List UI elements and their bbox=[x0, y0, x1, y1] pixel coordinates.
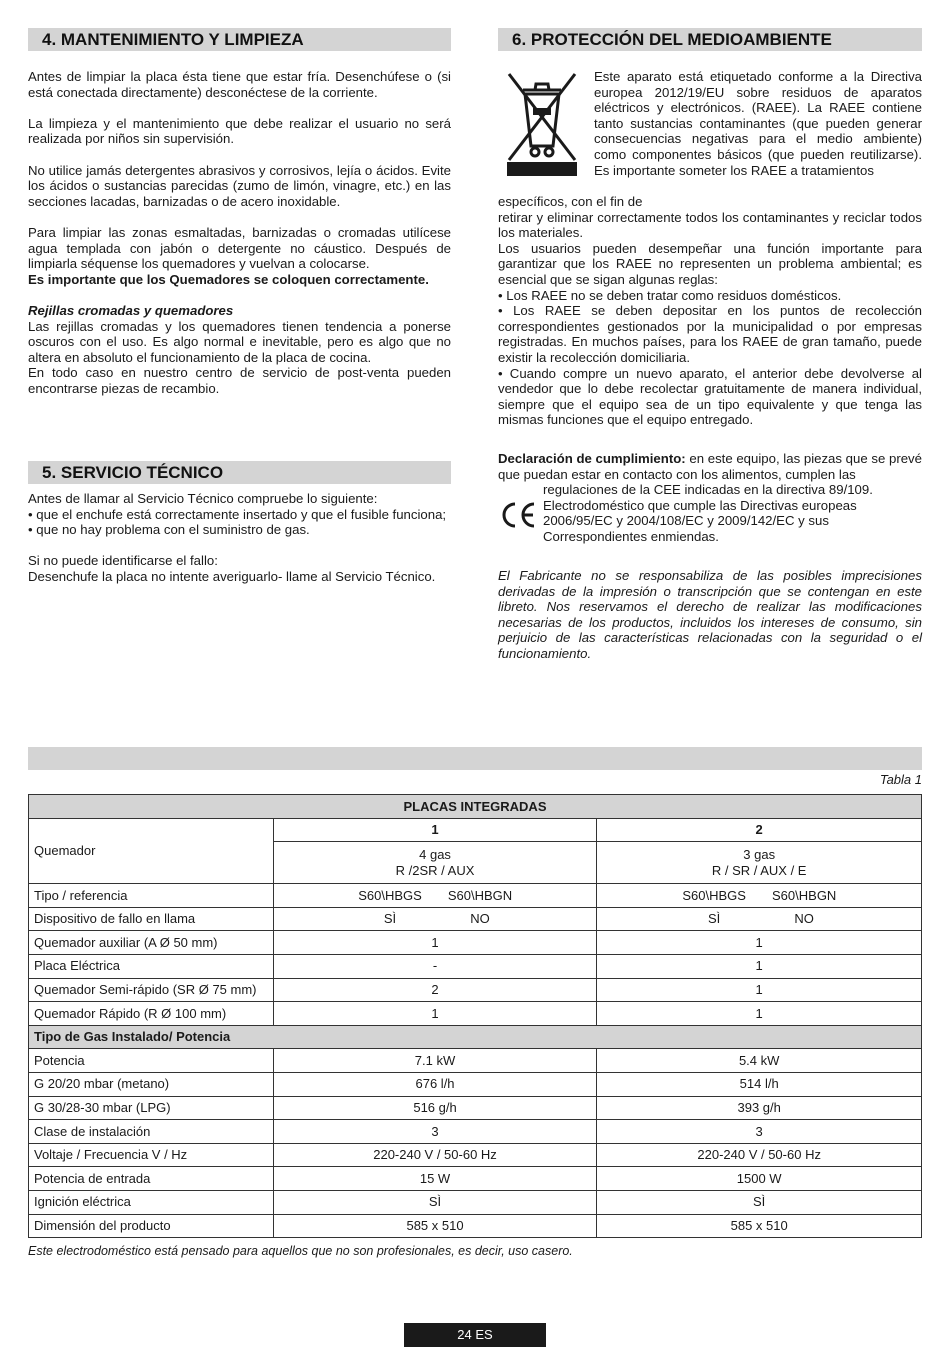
row-label: Potencia de entrada bbox=[29, 1167, 274, 1191]
row-value-2 bbox=[597, 884, 922, 908]
row-value-2: 220-240 V / 50-60 Hz bbox=[597, 1143, 922, 1167]
specs-table bbox=[28, 794, 922, 1238]
section-4-title: 4. MANTENIMIENTO Y LIMPIEZA bbox=[28, 28, 451, 51]
table-title-row bbox=[29, 795, 922, 819]
column-1-type: R /2SR / AUX bbox=[395, 862, 475, 878]
row-value-1: 676 l/h bbox=[273, 1072, 597, 1096]
table-row bbox=[29, 884, 922, 908]
declaration-label: Declaración de cumplimiento: bbox=[498, 451, 686, 466]
row-value-2: 1500 W bbox=[597, 1167, 922, 1191]
s4-paragraph-2: La limpieza y el mantenimiento que debe realizar el usuario no será realizada por niños sin supervisión. bbox=[28, 115, 451, 147]
flame-1a: SÌ bbox=[383, 911, 397, 927]
gas-header: Tipo de Gas Instalado/ Potencia bbox=[29, 1025, 922, 1049]
row-label: G 30/28-30 mbar (LPG) bbox=[29, 1096, 274, 1120]
row-value-1: 220-240 V / 50-60 Hz bbox=[273, 1143, 597, 1167]
section-5-body bbox=[28, 491, 451, 585]
row-value-2: 1 bbox=[597, 931, 922, 955]
table-row bbox=[29, 1190, 922, 1214]
s4-paragraph-4-bold: Es importante que los Quemadores se coloquen correctamente. bbox=[28, 271, 429, 287]
section-5-title: 5. SERVICIO TÉCNICO bbox=[28, 461, 451, 484]
ce-mark-icon bbox=[498, 500, 538, 530]
table-row bbox=[29, 1096, 922, 1120]
table-row bbox=[29, 907, 922, 931]
row-label: Voltaje / Frecuencia V / Hz bbox=[29, 1143, 274, 1167]
row-value-2: 3 bbox=[597, 1120, 922, 1144]
row-value-1: 3 bbox=[273, 1120, 597, 1144]
row-label: Ignición eléctrica bbox=[29, 1190, 274, 1214]
s6-bullet-3: • Cuando compre un nuevo aparato, el anterior debe devolverse al vendedor que lo debe recolectar gratuitamente de manera individual, siempre que el equipo sea de un tipo equivalente y que tenga las mismas funciones que el equipo entregado. bbox=[498, 365, 922, 428]
row-label: Dispositivo de fallo en llama bbox=[29, 907, 274, 931]
disclaimer-text: El Fabricante no se responsabiliza de las posibles imprecisiones derivadas de la impresión o transcripción que se contengan en este libreto. Nos reservamos el derecho de realizar las modificaciones necesarias de los productos, incluidos los intereses de consumo, sin perjuicio de las características relacionadas con la seguridad o el funcionamiento. bbox=[498, 568, 922, 661]
table-section-bar bbox=[28, 747, 922, 770]
column-2-burners bbox=[597, 842, 922, 884]
weee-bin-icon bbox=[505, 68, 579, 178]
row-value-1: 1 bbox=[273, 931, 597, 955]
declaration-ce-text bbox=[543, 482, 913, 544]
s6-bullet-1: • Los RAEE no se deben tratar como residuos domésticos. bbox=[498, 287, 842, 303]
flame-2b: NO bbox=[794, 911, 814, 927]
ref-2b: S60\HBGN bbox=[772, 887, 837, 903]
table-row bbox=[29, 1120, 922, 1144]
row-value-1 bbox=[273, 884, 597, 908]
row-value-2 bbox=[597, 907, 922, 931]
column-2-gas: 3 gas bbox=[743, 846, 776, 862]
declaration-text bbox=[498, 451, 922, 482]
column-2-type: R / SR / AUX / E bbox=[711, 862, 807, 878]
ref-2a: S60\HBGS bbox=[682, 887, 746, 903]
s4-paragraph-3: No utilice jamás detergentes abrasivos y corrosivos, lejía o ácidos. Evite los ácidos o sustancias parecidas (zumo de limón, vinagre, etc.) en las secciones lacadas, barnizadas o de acero inoxidable. bbox=[28, 162, 451, 209]
column-1-burners bbox=[273, 842, 597, 884]
table-row bbox=[29, 1167, 922, 1191]
declaration-ce-paragraph: regulaciones de la CEE indicadas en la directiva 89/109. Electrodoméstico que cumple las Directivas europeas 2006/95/EC y 2004/108/EC y 2009/142/EC y sus Correspondientes enmiendas. bbox=[543, 482, 873, 544]
row-value-2: 5.4 kW bbox=[597, 1049, 922, 1073]
s6-paragraph-2: Los usuarios pueden desempeñar una función importante para garantizar que los RAEE no representen un problema ambiental; es esencial que se sigan algunas reglas: bbox=[498, 240, 922, 287]
s4-paragraph-5: Las rejillas cromadas y los quemadores tienen tendencia a ponerse oscuros con el uso. Es algo normal e inevitable, pero es algo que no altera en absoluto el funcionamiento de la placa de cocina. bbox=[28, 318, 451, 365]
declaration-rest: en este equipo, las piezas que se prevé que puedan estar en contacto con los alimentos, cumplen las bbox=[498, 451, 922, 482]
row-value-2: 1 bbox=[597, 954, 922, 978]
row-value-1: 15 W bbox=[273, 1167, 597, 1191]
s5-paragraph-2: Si no puede identificarse el fallo: bbox=[28, 553, 218, 569]
s5-bullet-1: • que el enchufe está correctamente insertado y que el fusible funciona; bbox=[28, 506, 447, 522]
row-value-1: SÌ bbox=[273, 1190, 597, 1214]
row-label: Potencia bbox=[29, 1049, 274, 1073]
row-label: Quemador Rápido (R Ø 100 mm) bbox=[29, 1002, 274, 1026]
row-label: Dimensión del producto bbox=[29, 1214, 274, 1238]
s6-wrapped-text: Este aparato está etiquetado conforme a la Directiva europea 2012/19/EU sobre residuos de aparatos eléctricos y electrónicos. (RAEE). La RAEE contiene tanto sustancias contaminantes (que pueden generar consecuencias negativas para el medio ambiente) como componentes básicos (que pueden reutilizarse). Es importante someter los RAEE a tratamientos bbox=[594, 69, 922, 178]
ref-1b: S60\HBGN bbox=[447, 887, 513, 903]
s4-paragraph-1: Antes de limpiar la placa ésta tiene que estar fría. Desenchúfese o (si está conectada directamente) desconéctese de la corriente. bbox=[28, 69, 451, 100]
column-1-number: 1 bbox=[273, 818, 597, 842]
row-label: Quemador Semi-rápido (SR Ø 75 mm) bbox=[29, 978, 274, 1002]
section-6-body bbox=[498, 194, 922, 428]
column-2-number: 2 bbox=[597, 818, 922, 842]
table-row bbox=[29, 931, 922, 955]
column-1-gas: 4 gas bbox=[419, 846, 451, 862]
row-value-2: 514 l/h bbox=[597, 1072, 922, 1096]
table-row bbox=[29, 954, 922, 978]
row-value-1: 1 bbox=[273, 1002, 597, 1026]
s6-continued-2: retirar y eliminar correctamente todos los contaminantes y reciclar todos los materiales. bbox=[498, 209, 922, 241]
row-label: Tipo / referencia bbox=[29, 884, 274, 908]
s4-paragraph-6: En todo caso en nuestro centro de servicio de post-venta pueden encontrarse piezas de recambio. bbox=[28, 365, 451, 396]
section-6-title: 6. PROTECCIÓN DEL MEDIOAMBIENTE bbox=[498, 28, 922, 51]
quemador-header: Quemador bbox=[29, 818, 274, 884]
table-row bbox=[29, 1002, 922, 1026]
row-value-1: 585 x 510 bbox=[273, 1214, 597, 1238]
table-row bbox=[29, 1143, 922, 1167]
s6-continued-1: específicos, con el fin de bbox=[498, 194, 643, 209]
section-4-body bbox=[28, 69, 451, 412]
s6-bullet-2: • Los RAEE se deben depositar en los puntos de recolección correspondientes gestionados por la municipalidad o por empresas registradas. En muchos países, para los RAEE de gran tamaño, puede existir la recolección domiciliaria. bbox=[498, 303, 922, 365]
row-value-1: - bbox=[273, 954, 597, 978]
s4-subheading: Rejillas cromadas y quemadores bbox=[28, 302, 234, 318]
declaration-block bbox=[498, 451, 922, 482]
table-caption: Tabla 1 bbox=[879, 772, 922, 787]
row-value-1 bbox=[273, 907, 597, 931]
row-value-2: 1 bbox=[597, 978, 922, 1002]
s5-paragraph-1: Antes de llamar al Servicio Técnico compruebe lo siguiente: bbox=[28, 491, 378, 506]
flame-1b: NO bbox=[470, 911, 490, 927]
table-row bbox=[29, 1072, 922, 1096]
gas-header-row bbox=[29, 1025, 922, 1049]
ref-1a: S60\HBGS bbox=[358, 887, 422, 903]
footnote: Este electrodoméstico está pensado para aquellos que no son profesionales, es decir, uso casero. bbox=[28, 1244, 573, 1258]
row-label: Clase de instalación bbox=[29, 1120, 274, 1144]
table-column-number-row bbox=[29, 818, 922, 842]
s5-paragraph-3: Desenchufe la placa no intente averiguarlo- llame al Servicio Técnico. bbox=[28, 568, 436, 584]
row-value-1: 7.1 kW bbox=[273, 1049, 597, 1073]
row-value-2: SÌ bbox=[597, 1190, 922, 1214]
table-title: PLACAS INTEGRADAS bbox=[29, 795, 922, 819]
table-row bbox=[29, 1049, 922, 1073]
s5-bullet-2: • que no hay problema con el suministro de gas. bbox=[28, 522, 310, 538]
table-row bbox=[29, 978, 922, 1002]
section-6-intro bbox=[594, 69, 922, 178]
row-label: G 20/20 mbar (metano) bbox=[29, 1072, 274, 1096]
s4-paragraph-4: Para limpiar las zonas esmaltadas, barnizadas o cromadas utilícese agua templada con jabón o detergente no cáustico. Después de limpiarla séquense los quemadores y vuelvan a colocarse. bbox=[28, 224, 451, 272]
page-number: 24 ES bbox=[404, 1323, 546, 1347]
row-label: Placa Eléctrica bbox=[29, 954, 274, 978]
row-value-1: 516 g/h bbox=[273, 1096, 597, 1120]
flame-2a: SÌ bbox=[708, 911, 721, 927]
disclaimer-block bbox=[498, 568, 922, 662]
table-row bbox=[29, 1214, 922, 1238]
row-value-2: 1 bbox=[597, 1002, 922, 1026]
row-label: Quemador auxiliar (A Ø 50 mm) bbox=[29, 931, 274, 955]
row-value-2: 393 g/h bbox=[597, 1096, 922, 1120]
row-value-2: 585 x 510 bbox=[597, 1214, 922, 1238]
row-value-1: 2 bbox=[273, 978, 597, 1002]
